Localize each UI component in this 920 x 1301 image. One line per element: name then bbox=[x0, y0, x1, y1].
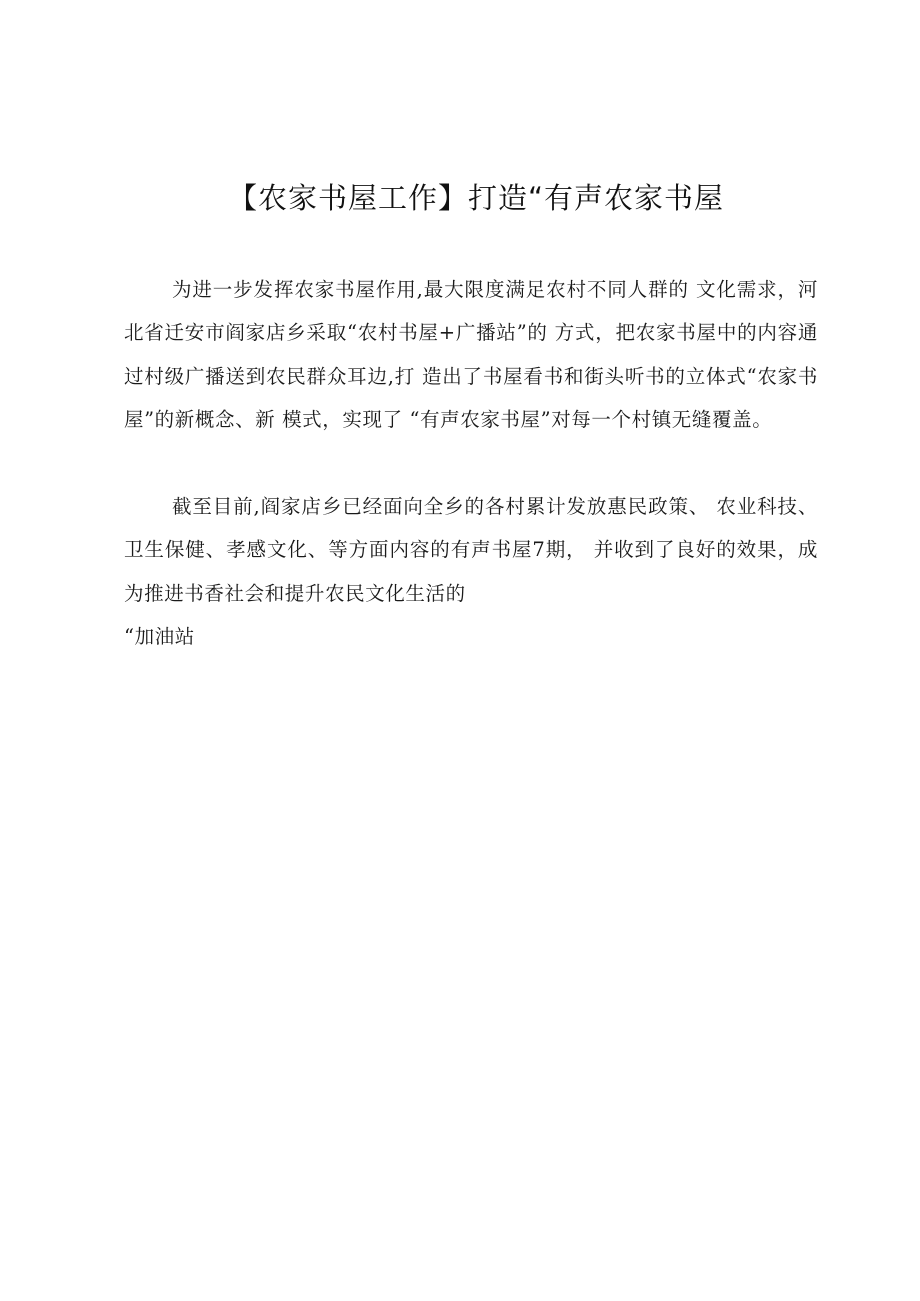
paragraph-tail: “加油站 bbox=[124, 625, 195, 648]
document-title: 【农家书屋工作】打造“有声农家书屋 bbox=[227, 181, 725, 215]
paragraph-2: 截至目前,阎家店乡已经面向全乡的各村累计发放惠民政策、 农业科技、卫生保健、孝感文化、等方面内容的有声书屋7期， 并收到了良好的效果，成为推进书香社会和提升农民文化生活的 bbox=[124, 495, 818, 605]
paragraph-1-block bbox=[124, 268, 818, 441]
paragraph-2-block bbox=[124, 485, 818, 615]
paragraph-1: 为进一步发挥农家书屋作用,最大限度满足农村不同人群的 文化需求，河北省迁安市阎家店乡采取“农村书屋+广播站”的 方式，把农家书屋中的内容通过村级广播送到农民群众耳边,打 造出了书屋看书和街头听书的立体式“农家书屋”的新概念、新 模式，实现了 “有声农家书屋”对每一个村镇无缝覆盖。 bbox=[124, 278, 818, 431]
